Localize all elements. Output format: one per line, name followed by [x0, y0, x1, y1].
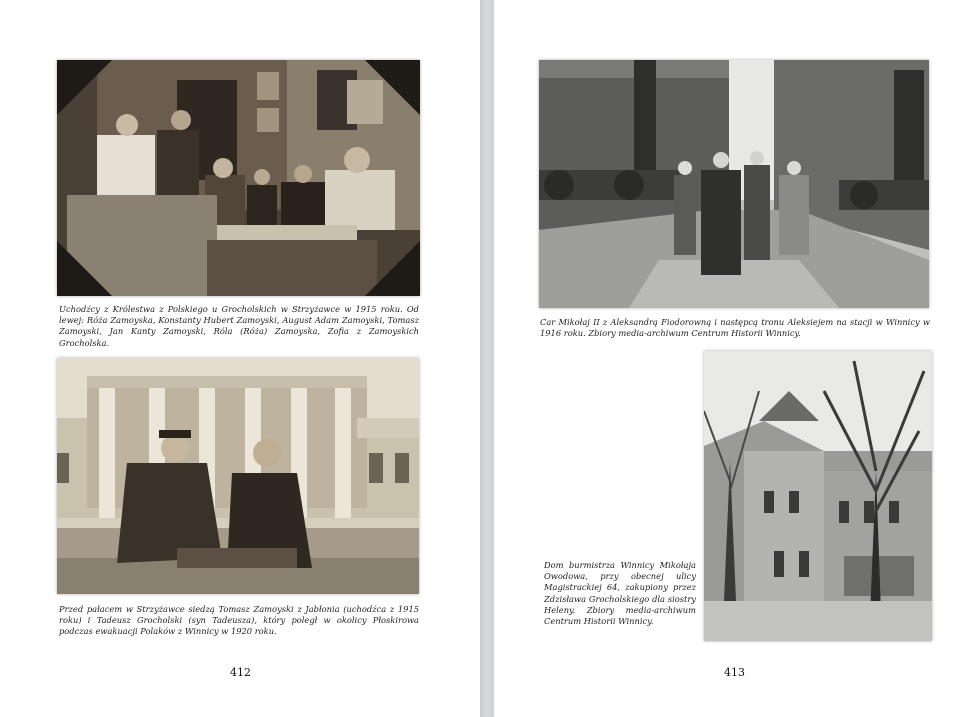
salon-group-caption: Uchodźcy z Królestwa z Polskiego u Grocholskich w Strzyżawce w 1915 roku. Od lewej: Róża Zamoyska, Konstanty Hubert Zamoyski, August Adam Zamoyski, Tomasz Zamoyski, Jan Kanty Zamoyski, Róla (Róża) Zamoyska, Zofia z Zamoyskich Grocholska. [59, 304, 419, 348]
sepia-photo-salon-group-icon [57, 60, 420, 296]
book-gutter [480, 0, 494, 717]
page-number-right: 413 [724, 666, 745, 679]
mayor-house-caption: Dom burmistrza Winnicy Mikołaja Owodowa, przy obecnej ulicy Magistrackiej 64, zakupiony przez Zdzisława Grocholskiego dla siostry Heleny. Zbiory media-archiwum Centrum Historii Winnicy. [544, 560, 696, 627]
tsar-railway-station-caption: Car Mikołaj II z Aleksandrą Fiodorowną i następcą tronu Aleksiejem na stacji w Winnicy w 1916 roku. Zbiory media-archiwum Centrum Historii Winnicy. [540, 317, 930, 339]
palace-two-men-caption: Przed pałacem w Strzyżawce siedzą Tomasz Zamoyski z Jabłonia (uchodźca z 1915 roku) i Tadeusz Grocholski (syn Tadeusza), który poległ w okolicy Płoskirowa podczas ewakuacji Polaków z Winnicy w 1920 roku. [59, 604, 419, 637]
bw-photo-mayor-house-icon [704, 351, 932, 641]
sepia-photo-palace-two-men-icon [57, 358, 419, 594]
salon-group-photo [57, 60, 420, 296]
right-page [494, 0, 976, 717]
palace-two-men-photo [57, 358, 419, 594]
tsar-railway-station-photo [539, 60, 929, 308]
left-page [0, 0, 480, 717]
bw-photo-tsar-railway-station-icon [539, 60, 929, 308]
mayor-house-photo [704, 351, 932, 641]
page-number-left: 412 [230, 666, 251, 679]
